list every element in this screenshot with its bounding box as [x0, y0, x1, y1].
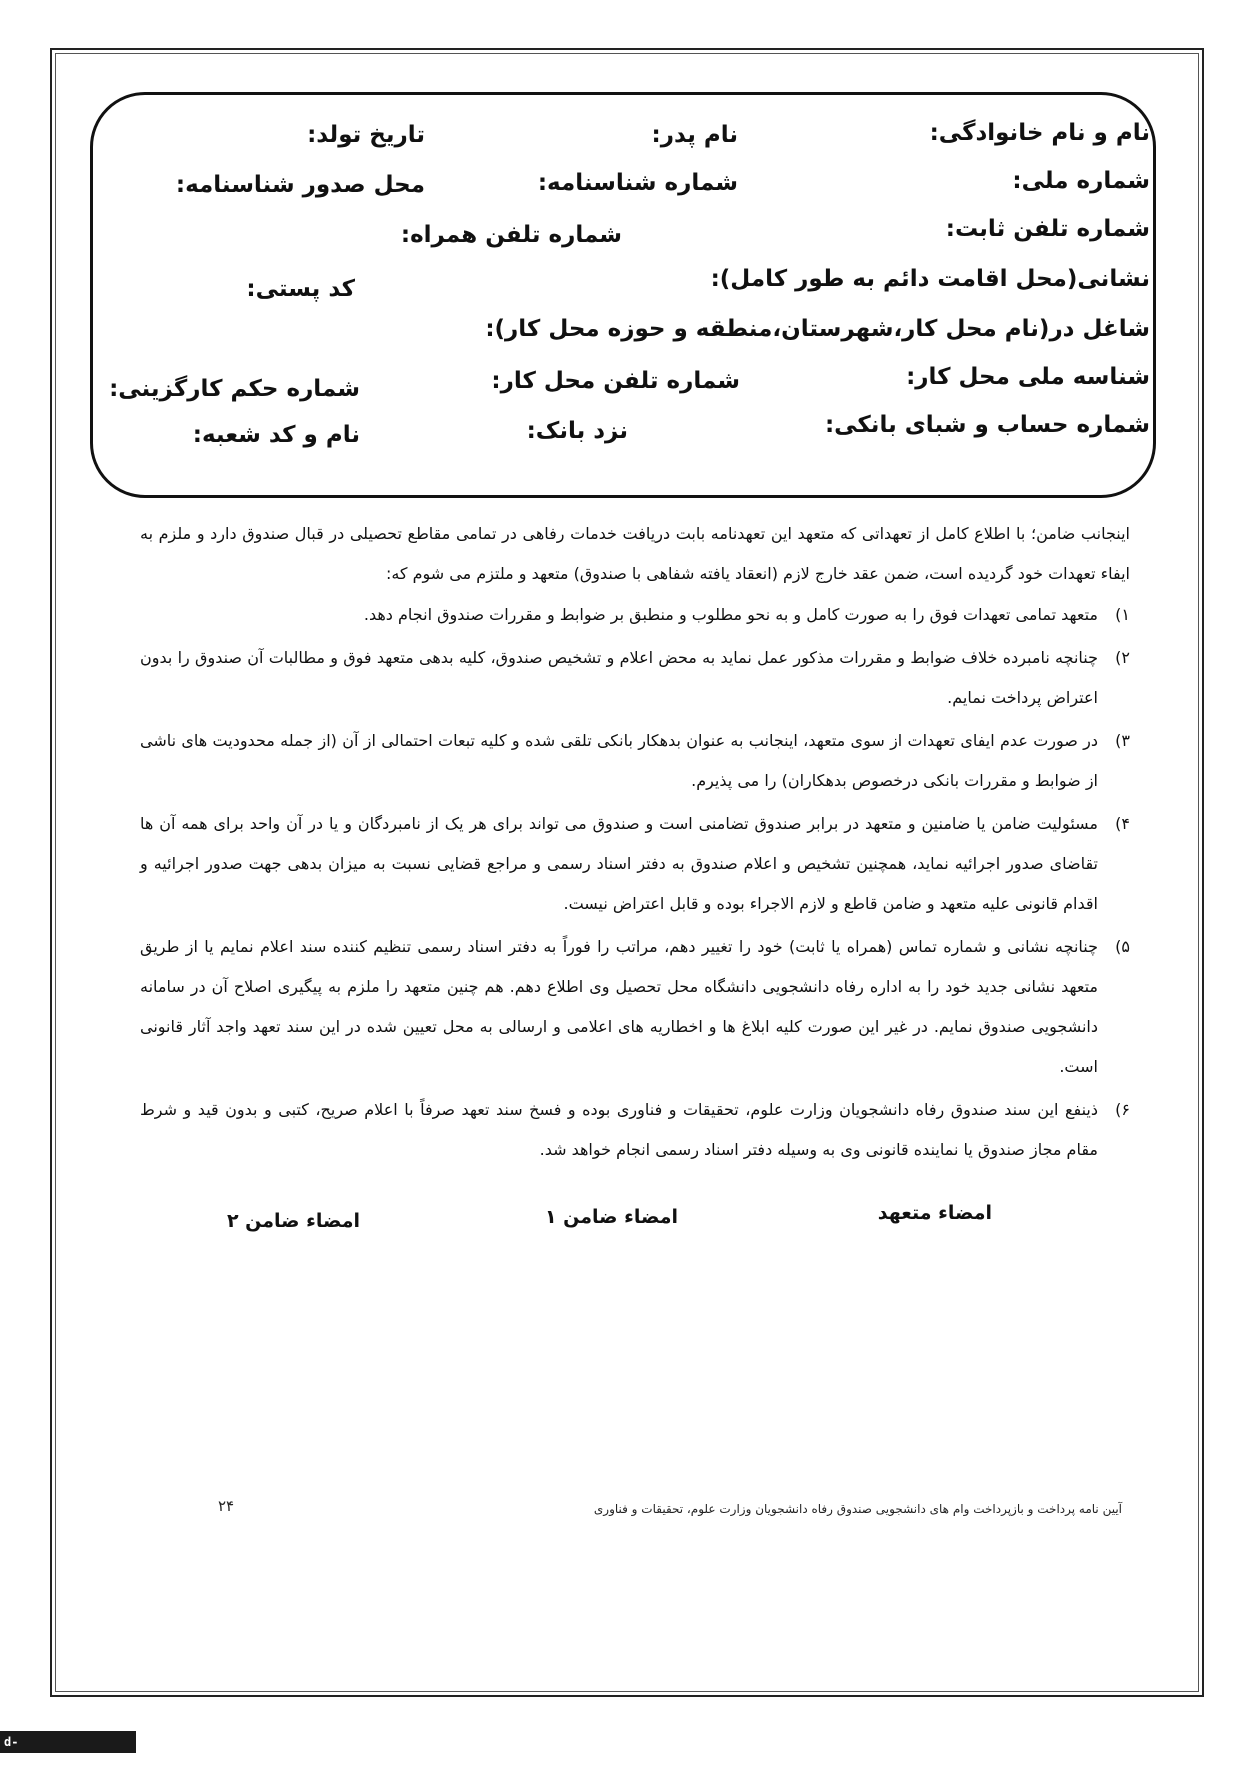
clause-number: ۴) [1115, 814, 1130, 833]
footer-text: آیین نامه پرداخت و بازپرداخت وام های دانشجویی صندوق رفاه دانشجویان وزارت علوم، تحقیقات و فناوری [593, 1502, 1122, 1516]
field-workplace-phone: شماره تلفن محل کار: [491, 368, 740, 394]
field-address: نشانی(محل اقامت دائم به طور کامل): [710, 266, 1150, 292]
signature-guarantor-2: امضاء ضامن ۲ [226, 1210, 360, 1232]
field-mobile: شماره تلفن همراه: [400, 222, 622, 248]
clause-item [140, 721, 1130, 801]
field-national-id: شماره ملی: [1012, 168, 1150, 194]
field-full-name: نام و نام خانوادگی: [929, 120, 1150, 146]
clause-number: ۲) [1115, 648, 1130, 667]
clause-item [140, 638, 1130, 718]
page-number: ۲۴ [218, 1497, 235, 1515]
clause-text: در صورت عدم ایفای تعهدات از سوی متعهد، اینجانب به عنوان بدهکار بانکی تلقی شده و کلیه تبعات احتمالی از آن (از جمله محدودیت های ناشی از ضوابط و مقررات بانکی درخصوص بدهکاران) را می پذیرم. [140, 731, 1098, 790]
field-workplace-national-id: شناسه ملی محل کار: [906, 364, 1150, 390]
field-postal-code: کد پستی: [246, 276, 355, 302]
clause-item [140, 804, 1130, 924]
field-id-issue-place: محل صدور شناسنامه: [175, 172, 425, 198]
clause-text: چنانچه نامبرده خلاف ضوابط و مقررات مذکور عمل نماید به محض اعلام و تشخیص صندوق، کلیه بدهی متعهد فوق و مطالبات آن صندوق را بدون اعتراض پرداخت نمایم. [140, 648, 1098, 707]
clause-text: چنانچه نشانی و شماره تماس (همراه یا ثابت) خود را تغییر دهم، مراتب را فوراً به دفتر اسناد رسمی تنظیم کننده سند اعلام نمایم یا از طریق متعهد نشانی جدید خود را به اداره رفاه دانشجویی دانشگاه محل تحصیل وی اطلاع دهم. هم چنین متعهد را ملزم به پیگیری اصلاح آن در سامانه دانشجویی صندوق نمایم. در غیر این صورت کلیه ابلاغ ها و اخطاریه های اعلامی و ارسالی به محل تعیین شده در این سند تعهد واجد آثار قانونی است. [140, 937, 1098, 1076]
field-landline: شماره تلفن ثابت: [945, 216, 1150, 242]
signature-guarantor-1: امضاء ضامن ۱ [544, 1206, 678, 1228]
clause-number: ۵) [1115, 937, 1130, 956]
field-branch: نام و کد شعبه: [192, 422, 360, 448]
clause-item [140, 927, 1130, 1087]
field-father-name: نام پدر: [651, 122, 738, 148]
field-bank-account: شماره حساب و شبای بانکی: [824, 412, 1150, 438]
field-bank: نزد بانک: [526, 418, 628, 444]
clause-number: ۳) [1115, 731, 1130, 750]
intro-paragraph: اینجانب ضامن؛ با اطلاع کامل از تعهداتی که متعهد این تعهدنامه بابت دریافت خدمات رفاهی در تمامی مقاطع تحصیلی در قبال صندوق دارد و ملزم به ایفاء تعهدات خود گردیده است، ضمن عقد خارج لازم (انعقاد یافته شفاهی با صندوق) متعهد و ملتزم می شوم که: [140, 524, 1130, 583]
clause-text: متعهد تمامی تعهدات فوق را به صورت کامل و به نحو مطلوب و منطبق بر ضوابط و مقررات صندوق انجام دهد. [363, 605, 1098, 624]
field-id-number: شماره شناسنامه: [537, 170, 738, 196]
clause-item [140, 595, 1130, 635]
clause-number: ۱) [1115, 605, 1130, 624]
clause-text: ذینفع این سند صندوق رفاه دانشجویان وزارت علوم، تحقیقات و فناوری بوده و فسخ سند تعهد صرفاً با اعلام صریح، کتبی و بدون قید و شرط مقام مجاز صندوق یا نماینده قانونی وی به وسیله دفتر اسناد رسمی انجام خواهد شد. [140, 1100, 1098, 1159]
field-employment-order-number: شماره حکم کارگزینی: [109, 376, 360, 402]
clause-number: ۶) [1115, 1100, 1130, 1119]
field-employment: شاغل در(نام محل کار،شهرستان،منطقه و حوزه محل کار): [485, 316, 1150, 342]
source-watermark: d-bushehr.nus.ac.ir [0, 1731, 136, 1753]
field-birth-date: تاریخ تولد: [307, 122, 425, 148]
clauses-list [140, 595, 1130, 1170]
clause-item [140, 1090, 1130, 1170]
clause-text: مسئولیت ضامن یا ضامنین و متعهد در برابر صندوق تضامنی است و صندوق می تواند برای هر یک از نامبردگان و یا در آن واحد برای همه آن ها تقاضای صدور اجرائیه نماید، همچنین تشخیص و اعلام صندوق به دفتر اسناد رسمی و مراجع قضایی نسبت به میزان بدهی جهت صدور اجرائیه و اقدام قانونی علیه متعهد و ضامن قاطع و لازم الاجراء بوده و قابل اعتراض نیست. [140, 814, 1098, 913]
signature-obligor: امضاء متعهد [877, 1202, 992, 1224]
